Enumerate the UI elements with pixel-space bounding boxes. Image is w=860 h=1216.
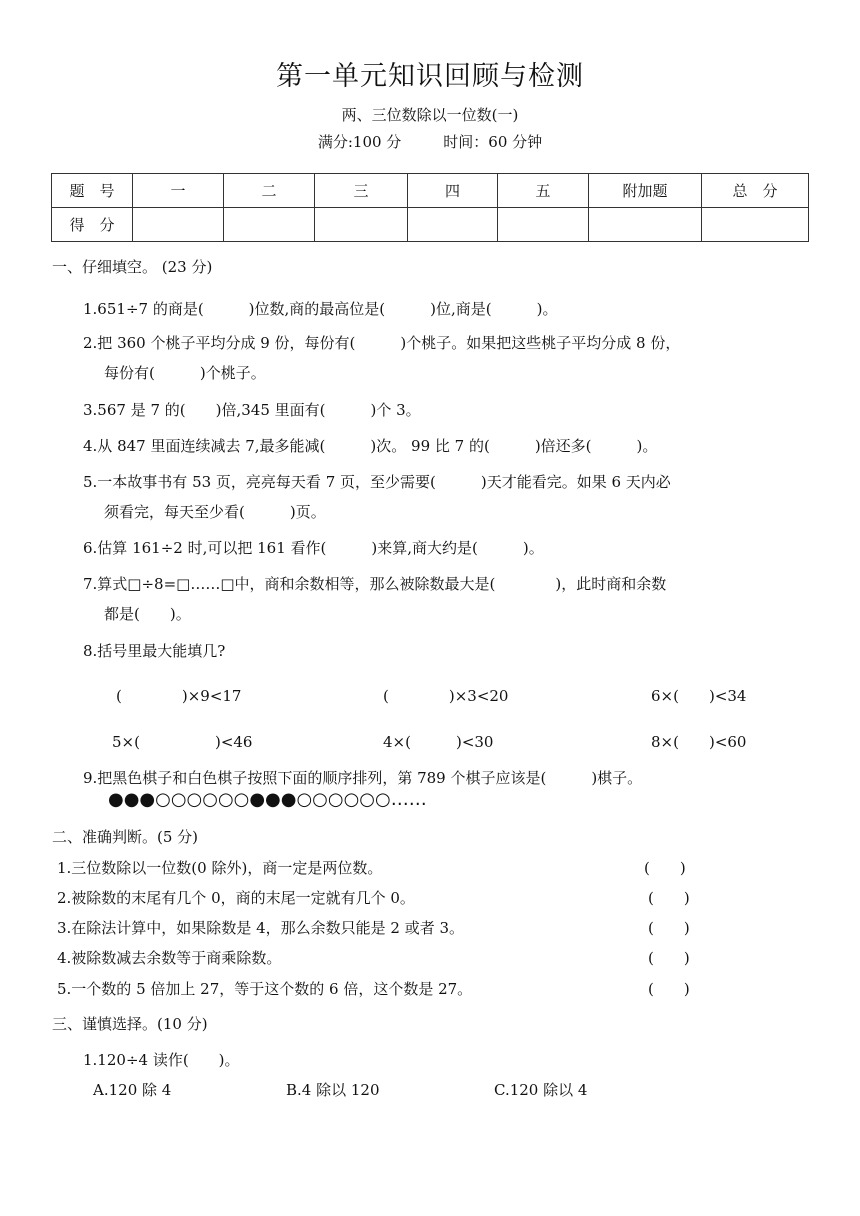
judgment-mark[interactable]: ( ) xyxy=(648,889,690,907)
section-heading: 三、谨慎选择。(10 分) xyxy=(52,1015,208,1033)
question: 3.567 是 7 的( )倍,345 里面有( )个 3。 xyxy=(83,401,421,419)
score-input-cell[interactable] xyxy=(589,208,702,242)
full-score: 满分:100 分 xyxy=(317,133,402,151)
score-table-header-row xyxy=(52,174,809,208)
section-heading: 二、准确判断。(5 分) xyxy=(52,828,199,846)
time-limit: 时间：60 分钟 xyxy=(443,133,543,151)
question: 2.把 360 个桃子平均分成 9 份，每份有( )个桃子。如果把这些桃子平均分成 8 份， xyxy=(83,334,681,352)
judgment-item: 2.被除数的末尾有几个 0，商的末尾一定就有几个 0。 xyxy=(57,889,415,907)
score-input-cell[interactable] xyxy=(224,208,315,242)
judgment-item: 4.被除数减去余数等于商乘除数。 xyxy=(57,949,282,967)
page-title: 第一单元知识回顾与检测 xyxy=(276,61,584,92)
score-table-score-row xyxy=(52,208,809,242)
score-table-cell: 得 分 xyxy=(52,208,133,242)
score-table-cell: 一 xyxy=(133,174,224,208)
judgment-item: 1.三位数除以一位数(0 除外)，商一定是两位数。 xyxy=(57,859,383,877)
inequality-item: 4×( )<30 xyxy=(383,733,494,751)
inequality-item: 5×( )<46 xyxy=(112,733,253,751)
question: 9.把黑色棋子和白色棋子按照下面的顺序排列，第 789 个棋子应该是( )棋子。 xyxy=(83,769,643,787)
inequality-item: 6×( )<34 xyxy=(651,687,747,705)
question-continued: 每份有( )个桃子。 xyxy=(104,364,266,382)
score-table-cell: 题 号 xyxy=(52,174,133,208)
score-table-cell: 三 xyxy=(315,174,408,208)
inequality-item: ( )×3<20 xyxy=(383,687,509,705)
score-table xyxy=(51,173,809,242)
score-table-cell: 附加题 xyxy=(589,174,702,208)
choice-option-b[interactable]: B.4 除以 120 xyxy=(286,1081,380,1099)
page-subtitle: 两、三位数除以一位数(一) xyxy=(341,106,519,124)
question: 4.从 847 里面连续减去 7,最多能减( )次。 99 比 7 的( )倍还多( )。 xyxy=(83,437,658,455)
judgment-mark[interactable]: ( ) xyxy=(648,949,690,967)
question: 1.120÷4 读作( )。 xyxy=(83,1051,240,1069)
score-input-cell[interactable] xyxy=(133,208,224,242)
question: 1.651÷7 的商是( )位数,商的最高位是( )位,商是( )。 xyxy=(83,300,558,318)
score-input-cell[interactable] xyxy=(315,208,408,242)
question: 6.估算 161÷2 时,可以把 161 看作( )来算,商大约是( )。 xyxy=(83,539,544,557)
judgment-item: 3.在除法计算中，如果除数是 4，那么余数只能是 2 或者 3。 xyxy=(57,919,465,937)
judgment-mark[interactable]: ( ) xyxy=(648,919,690,937)
inequality-item: ( )×9<17 xyxy=(116,687,242,705)
judgment-mark[interactable]: ( ) xyxy=(644,859,686,877)
question: 5.一本故事书有 53 页，亮亮每天看 7 页，至少需要( )天才能看完。如果 6 天内必 xyxy=(83,473,671,491)
question-continued: 须看完，每天至少看( )页。 xyxy=(104,503,326,521)
inequality-item: 8×( )<60 xyxy=(651,733,747,751)
question: 7.算式□÷8=□……□中，商和余数相等，那么被除数最大是( )，此时商和余数 xyxy=(83,575,667,593)
question: 8.括号里最大能填几? xyxy=(83,642,226,660)
judgment-item: 5.一个数的 5 倍加上 27，等于这个数的 6 倍，这个数是 27。 xyxy=(57,980,473,998)
score-input-cell[interactable] xyxy=(408,208,498,242)
score-table-cell: 二 xyxy=(224,174,315,208)
score-table-cell: 五 xyxy=(498,174,589,208)
score-input-cell[interactable] xyxy=(702,208,809,242)
chess-pattern: ●●●○○○○○○●●●○○○○○○…… xyxy=(108,789,427,810)
score-table-cell: 总 分 xyxy=(702,174,809,208)
choice-option-c[interactable]: C.120 除以 4 xyxy=(494,1081,588,1099)
section-heading: 一、仔细填空。 (23 分) xyxy=(52,258,213,276)
score-table-cell: 四 xyxy=(408,174,498,208)
score-input-cell[interactable] xyxy=(498,208,589,242)
choice-option-a[interactable]: A.120 除 4 xyxy=(93,1081,172,1099)
question-continued: 都是( )。 xyxy=(104,605,191,623)
judgment-mark[interactable]: ( ) xyxy=(648,980,690,998)
exam-info xyxy=(0,131,860,152)
